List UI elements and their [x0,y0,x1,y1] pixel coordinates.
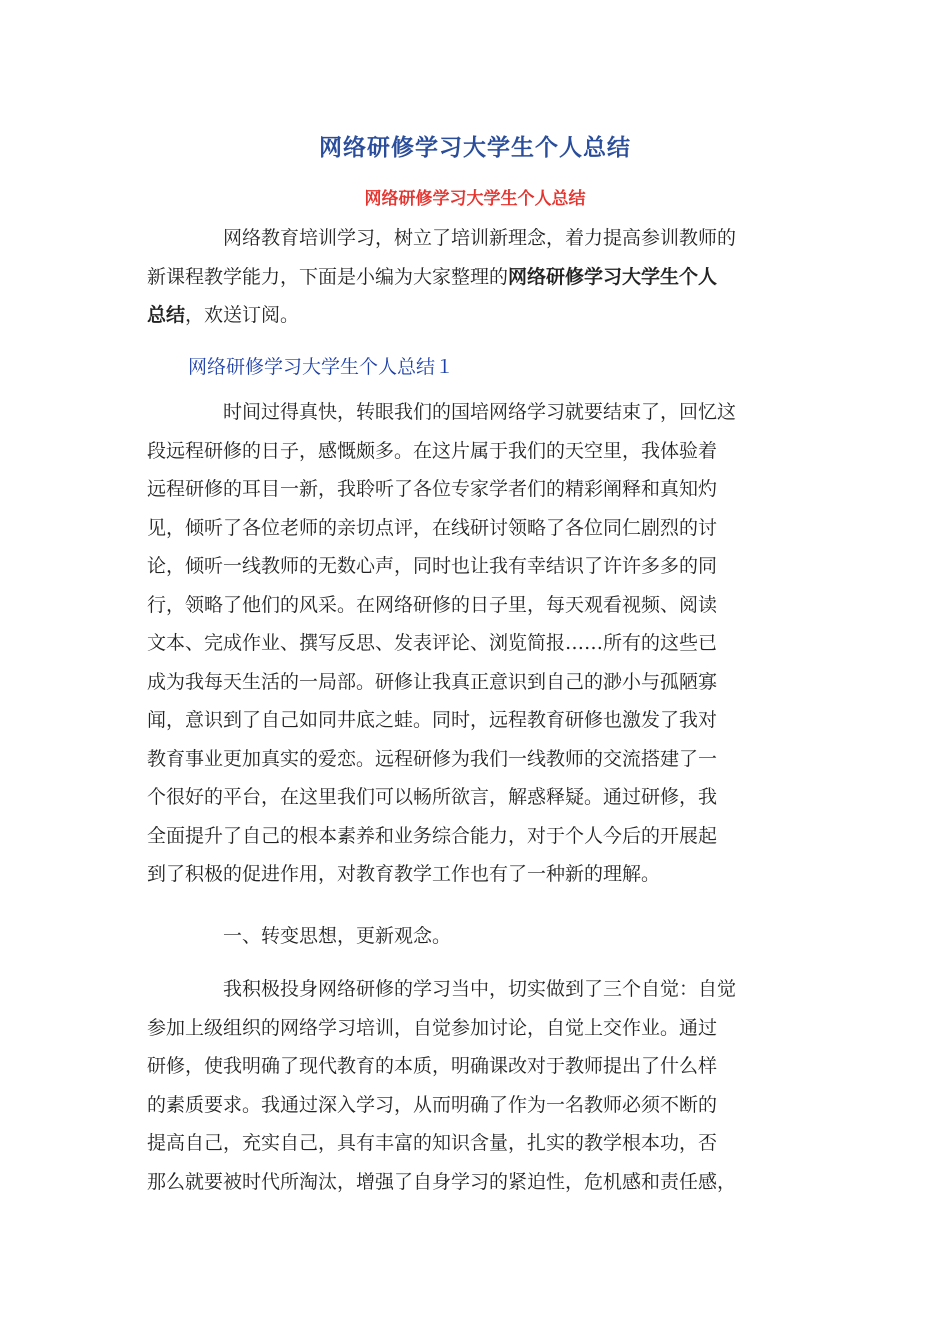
intro-line [147,296,807,335]
intro-line: 网络教育培训学习，树立了培训新理念，着力提高参训教师的 [223,227,737,249]
intro-text: 新课程教学能力，下面是小编为大家整理的 [147,265,509,288]
paragraph-line: 时间过得真快，转眼我们的国培网络学习就要结束了，回忆这 [223,401,737,423]
paragraph-line: 见，倾听了各位老师的亲切点评，在线研讨领略了各位同仁剧烈的讨 [147,516,718,539]
paragraph-line: 文本、完成作业、撰写反思、发表评论、浏览简报……所有的这些已 [147,632,718,654]
intro-text: ，欢送订阅。 [185,304,300,326]
paragraph-line: 段远程研修的日子，感慨颇多。在这片属于我们的天空里，我体验着 [147,439,718,462]
paragraph-line: 到了积极的促进作用，对教育教学工作也有了一种新的理解。 [147,863,661,885]
paragraph-line: 成为我每天生活的一局部。研修让我真正意识到自己的渺小与孤陋寡 [147,670,718,693]
paragraph-line: 教育事业更加真实的爱恋。远程研修为我们一线教师的交流搭建了一 [147,747,718,770]
body-paragraph [147,393,807,894]
paragraph-line: 提高自己，充实自己，具有丰富的知识含量，扎实的教学根本功，否 [147,1132,718,1154]
paragraph-line: 个很好的平台，在这里我们可以畅所欲言，解惑释疑。通过研修，我 [147,786,718,808]
paragraph-line: 行，领略了他们的风采。在网络研修的日子里，每天观看视频、阅读 [147,593,718,616]
paragraph-line: 研修，使我明确了现代教育的本质，明确课改对于教师提出了什么样 [147,1055,718,1077]
point-heading [147,917,807,956]
intro-bold-text: 总结 [147,304,186,326]
point-heading-text: 一、转变思想，更新观念。 [223,925,452,947]
paragraph-line: 参加上级组织的网络学习培训，自觉参加讨论，自觉上交作业。通过 [147,1016,718,1039]
paragraph-line: 全面提升了自己的根本素养和业务综合能力，对于个人今后的开展起 [147,824,718,847]
intro-line [147,258,807,297]
document-title: 网络研修学习大学生个人总结 [319,135,631,161]
intro-paragraph [147,219,807,335]
paragraph-line: 远程研修的耳目一新，我聆听了各位专家学者们的精彩阐释和真知灼 [147,478,718,500]
section-heading: 网络研修学习大学生个人总结１ [188,356,455,378]
document-subtitle: 网络研修学习大学生个人总结 [364,189,586,209]
paragraph-line: 的素质要求。我通过深入学习，从而明确了作为一名教师必须不断的 [147,1093,718,1116]
paragraph-line: 论，倾听一线教师的无数心声，同时也让我有幸结识了许许多多的同 [147,555,718,577]
paragraph-line: 闻，意识到了自己如同井底之蛙。同时，远程教育研修也激发了我对 [147,709,718,731]
paragraph-line: 我积极投身网络研修的学习当中，切实做到了三个自觉：自觉 [223,978,737,1000]
body-paragraph [147,970,807,1201]
paragraph-line: 那么就要被时代所淘汰，增强了自身学习的紧迫性，危机感和责任感， [147,1170,737,1193]
intro-bold-text: 网络研修学习大学生个人 [508,265,718,288]
